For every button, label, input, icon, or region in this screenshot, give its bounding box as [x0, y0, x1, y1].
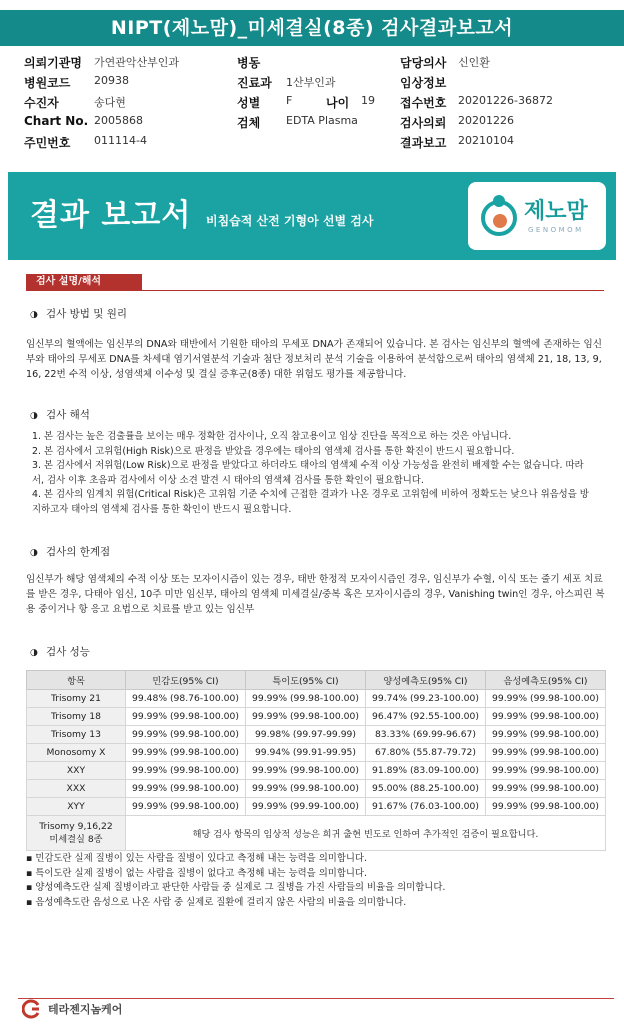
footnote: ▪ 음성예측도란 음성으로 나온 사람 중 실제로 질환에 걸리지 않은 사람의 비율을 의미합니다. — [26, 896, 407, 908]
table-cell: 99.99% (99.98-100.00) — [125, 744, 245, 762]
chart-value: 2005868 — [94, 114, 143, 127]
dept-label: 진료과 — [237, 76, 272, 90]
half-circle-icon: ◑ — [30, 548, 38, 558]
specimen-label: 검체 — [237, 116, 261, 130]
table-cell: 99.99% (99.98-100.00) — [245, 708, 365, 726]
table-cell: 99.99% (99.98-100.00) — [485, 744, 605, 762]
report-date-value: 20210104 — [458, 134, 514, 147]
table-cell: 99.99% (99.98-100.00) — [485, 708, 605, 726]
table-cell: 99.99% (99.98-100.00) — [485, 690, 605, 708]
report-title: NIPT(제노맘)_미세결실(8종) 검사결과보고서 — [0, 10, 624, 46]
rrn-label: 주민번호 — [24, 136, 71, 150]
table-cell: 95.00% (88.25-100.00) — [365, 780, 485, 798]
table-cell: 99.99% (99.98-100.00) — [485, 762, 605, 780]
institution-value: 가연관악산부인과 — [94, 56, 180, 69]
table-cell: 99.99% (99.99-100.00) — [245, 798, 365, 816]
table-cell: 99.99% (99.98-100.00) — [485, 780, 605, 798]
recipient-value: 송다현 — [94, 96, 126, 109]
theragen-logo-icon — [22, 999, 42, 1019]
interpretation-list — [32, 430, 592, 517]
banner-subtitle: 비침습적 산전 기형아 선별 검사 — [206, 214, 374, 228]
table-cell: 99.99% (99.98-100.00) — [125, 762, 245, 780]
table-cell: Monosomy X — [27, 744, 126, 762]
age-value: 19 — [361, 94, 375, 107]
institution-label: 의뢰기관명 — [24, 56, 82, 70]
table-row — [27, 690, 606, 708]
table-row — [27, 762, 606, 780]
footnote: ▪ 양성예측도란 실제 질병이라고 판단한 사람들 중 실제로 그 질병을 가진 사람들의 비율을 의미합니다. — [26, 882, 446, 893]
table-row — [27, 816, 606, 851]
table-cell: 99.94% (99.91-99.95) — [245, 744, 365, 762]
table-cell: Trisomy 13 — [27, 726, 126, 744]
table-row — [27, 798, 606, 816]
age-label: 나이 — [326, 96, 350, 110]
request-label: 검사의뢰 — [400, 116, 447, 130]
limits-text: 임신부가 해당 염색체의 수적 이상 또는 모자이시즘이 있는 경우, 태반 한정적 모자이시즘인 경우, 임신부가 수혈, 이식 또는 줄기 세포 치료를 받은 경우, 다태아 임신, 10주 미만 임신부, 태아의 염색체 미세결실/중복 혹은 모자이시즘의 경우, Vanishing twin인 경우, 아스피린 복용 중이거나 항 응고 요법으로 치료를 받고 있는 임신부 — [26, 574, 605, 615]
hospital-code-label: 병원코드 — [24, 76, 71, 90]
table-row — [27, 780, 606, 798]
table-cell: 91.67% (76.03-100.00) — [365, 798, 485, 816]
method-heading: ◑ 검사 방법 및 원리 — [30, 308, 128, 320]
request-value: 20201226 — [458, 114, 514, 127]
table-cell: 99.99% (99.98-100.00) — [125, 726, 245, 744]
table-cell: 99.99% (99.98-100.00) — [245, 690, 365, 708]
result-banner — [8, 172, 616, 260]
doctor-value: 신인환 — [458, 56, 490, 69]
table-cell: XXY — [27, 762, 126, 780]
banner-title: 결과 보고서 — [30, 198, 192, 233]
table-cell: 91.89% (83.09-100.00) — [365, 762, 485, 780]
company-name: 테라젠지놈케어 — [48, 1003, 123, 1016]
table-row — [27, 726, 606, 744]
table-cell: 99.98% (99.97-99.99) — [245, 726, 365, 744]
sex-label: 성별 — [237, 96, 261, 110]
table-cell: 99.99% (99.98-100.00) — [485, 726, 605, 744]
clinical-label: 임상정보 — [400, 76, 447, 90]
half-circle-icon: ◑ — [30, 411, 38, 421]
rrn-value: 011114-4 — [94, 134, 147, 147]
chart-label: Chart No. — [24, 114, 89, 128]
table-cell: 99.99% (99.98-100.00) — [125, 708, 245, 726]
table-cell: 99.99% (99.98-100.00) — [125, 798, 245, 816]
item-line: 미세결실 8종 — [49, 834, 103, 845]
sex-value: F — [286, 94, 293, 107]
column-header: 양성예측도(95% CI) — [365, 671, 485, 690]
performance-heading: ◑ 검사 성능 — [30, 646, 90, 658]
section-tab: 검사 설명/해석 — [26, 274, 142, 290]
table-header-row — [27, 671, 606, 690]
logo-subtext: GENOMOM — [528, 226, 584, 234]
list-item: 4. 본 검사의 임계치 위험(Critical Risk)은 고위험 기준 수치에 근접한 결과가 나온 경우로 고위험에 비하여 정확도는 낮으나 위음성을 방지하고자 태아의 염색체 검사를 통한 확인이 반드시 필요합니다. — [32, 489, 589, 515]
hospital-code-value: 20938 — [94, 74, 129, 87]
list-item: 1. 본 검사는 높은 검출률을 보이는 매우 정확한 검사이나, 오직 참고용이고 임상 진단을 목적으로 하는 것은 아닙니다. — [32, 431, 512, 442]
table-cell: 99.99% (99.98-100.00) — [245, 762, 365, 780]
column-header: 민감도(95% CI) — [125, 671, 245, 690]
table-cell: XYY — [27, 798, 126, 816]
table-cell: 99.99% (99.98-100.00) — [485, 798, 605, 816]
genomom-logo — [468, 182, 606, 250]
footer-divider — [18, 998, 614, 999]
ward-label: 병동 — [237, 56, 261, 70]
section-divider — [26, 290, 604, 291]
column-header: 음성예측도(95% CI) — [485, 671, 605, 690]
table-cell: 67.80% (55.87-79.72) — [365, 744, 485, 762]
table-row — [27, 744, 606, 762]
table-cell: 96.47% (92.55-100.00) — [365, 708, 485, 726]
table-cell: Trisomy 21 — [27, 690, 126, 708]
dept-value: 1산부인과 — [286, 76, 336, 89]
half-circle-icon: ◑ — [30, 648, 38, 658]
recipient-label: 수진자 — [24, 96, 59, 110]
table-cell: Trisomy 18 — [27, 708, 126, 726]
specimen-value: EDTA Plasma — [286, 114, 358, 127]
logo-text: 제노맘 — [524, 199, 588, 224]
report-date-label: 결과보고 — [400, 136, 447, 150]
footnote: ▪ 민감도란 실제 질병이 있는 사람을 질병이 있다고 측정해 내는 능력을 의미합니다. — [26, 853, 367, 864]
receipt-label: 접수번호 — [400, 96, 447, 110]
table-row — [27, 708, 606, 726]
footnotes — [26, 852, 606, 910]
limits-heading: ◑ 검사의 한계점 — [30, 546, 111, 558]
doctor-label: 담당의사 — [400, 56, 447, 70]
receipt-value: 20201226-36872 — [458, 94, 553, 107]
list-item: 2. 본 검사에서 고위험(High Risk)으로 판정을 받았을 경우에는 태아의 염색체 검사를 통한 확진이 반드시 필요합니다. — [32, 445, 515, 457]
genomom-logo-icon — [478, 192, 520, 240]
table-cell: 99.48% (98.76-100.00) — [125, 690, 245, 708]
column-header: 특이도(95% CI) — [245, 671, 365, 690]
column-header: 항목 — [27, 671, 126, 690]
table-cell — [27, 816, 126, 851]
method-text: 임신부의 혈액에는 임신부의 DNA와 태반에서 기원한 태아의 무세포 DNA가 존재되어 있습니다. 본 검사는 임신부의 혈액에 존재하는 임신부와 태아의 무세포 DNA를 차세대 염기서열분석 기술과 첨단 정보처리 분석 기술을 이용하여 분석함으로써 태아의 염색체 21, 18, 13, 9, 16, 22번 수적 이상, 성염색체 이수성 및 결실 증후군(8종) 대한 위험도 평가를 제공합니다. — [26, 339, 603, 380]
footnote: ▪ 특이도란 실제 질병이 없는 사람을 질병이 없다고 측정해 내는 능력을 의미합니다. — [26, 867, 367, 879]
list-item: 3. 본 검사에서 저위험(Low Risk)으로 판정을 받았다고 하더라도 태아의 염색체 수적 이상 가능성을 완전히 배제할 수는 없습니다. 따라서, 검사 이후 초음파 검사에서 이상 소견 발견 시 태아의 염색체 검사를 통한 확인이 필요합니다. — [32, 460, 584, 486]
interpretation-heading: ◑ 검사 해석 — [30, 409, 90, 421]
table-cell: 99.99% (99.98-100.00) — [245, 780, 365, 798]
item-line: Trisomy 9,16,22 — [39, 821, 113, 832]
table-cell: 99.74% (99.23-100.00) — [365, 690, 485, 708]
half-circle-icon: ◑ — [30, 310, 38, 320]
table-note-cell: 해당 검사 항목의 임상적 성능은 희귀 출현 빈도로 인하여 추가적인 검증이 필요합니다. — [125, 816, 605, 851]
table-cell: 83.33% (69.99-96.67) — [365, 726, 485, 744]
table-cell: 99.99% (99.98-100.00) — [125, 780, 245, 798]
performance-table — [26, 670, 606, 851]
table-cell: XXX — [27, 780, 126, 798]
